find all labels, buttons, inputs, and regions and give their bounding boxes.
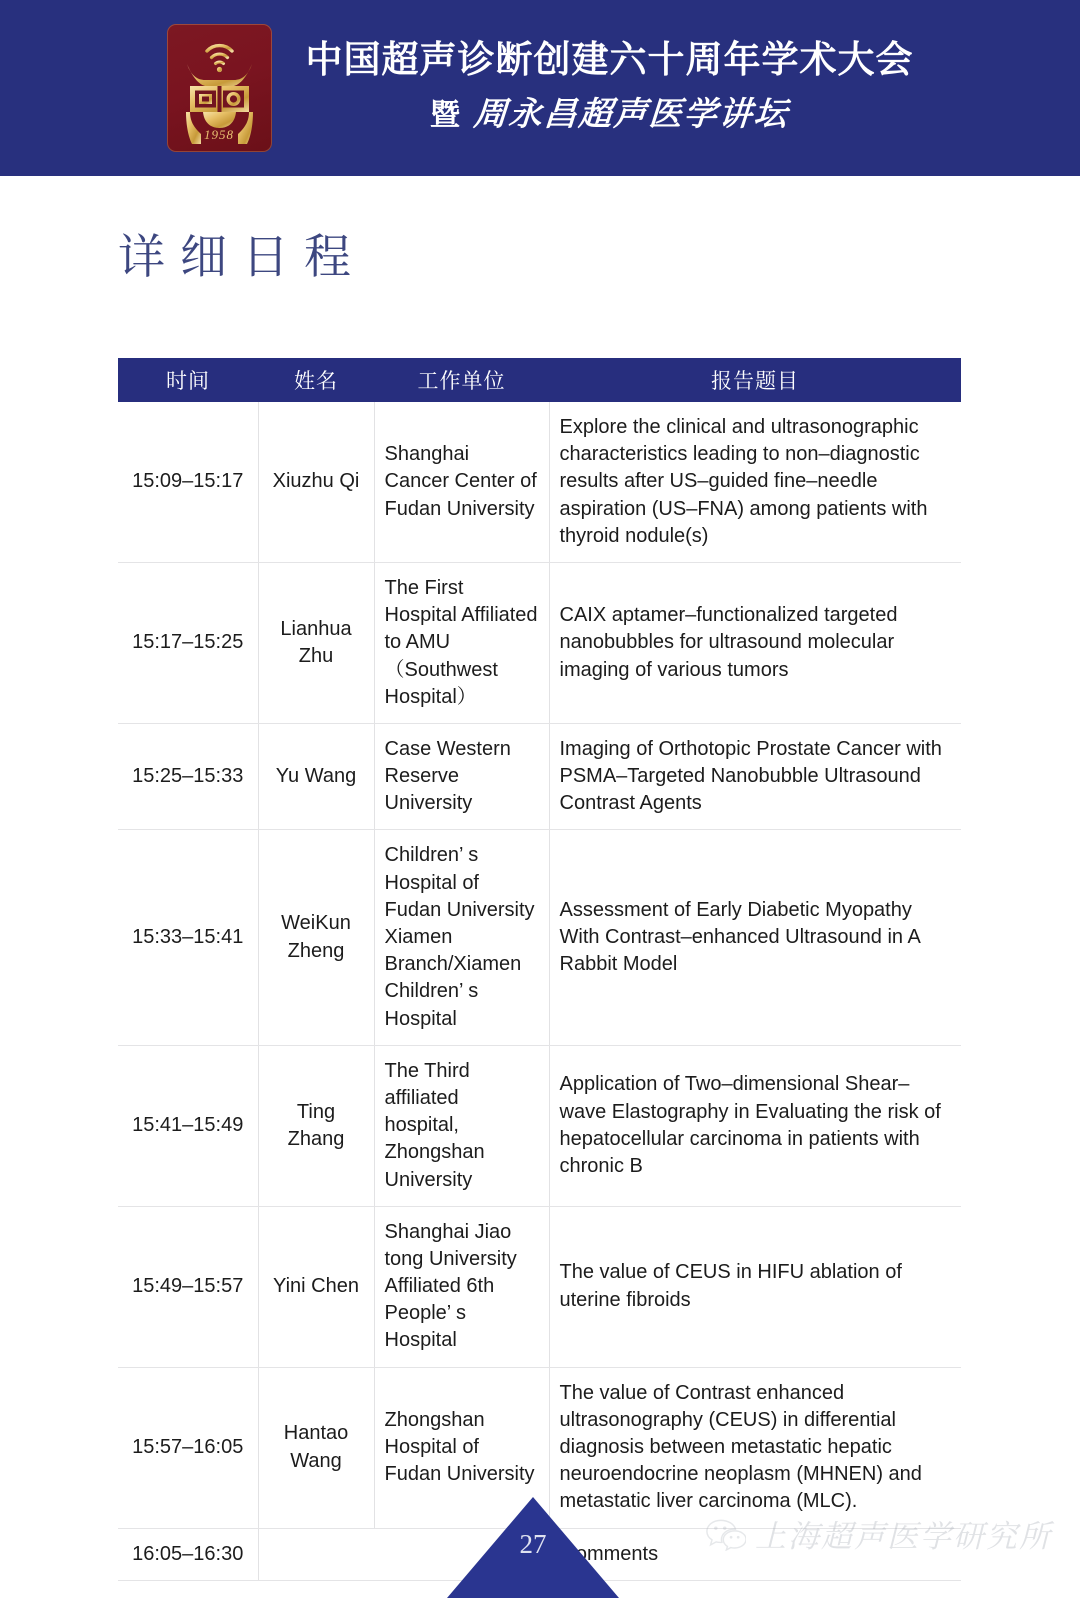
table-row: [118, 723, 961, 830]
page-title: 详细日程: [118, 230, 366, 283]
cell-time: 15:17–15:25: [118, 562, 258, 723]
cell-topic: Imaging of Orthotopic Prostate Cancer with PSMA–Targeted Nanobubble Ultrasound Contrast Agents: [549, 723, 961, 830]
cell-name: Hantao Wang: [258, 1367, 374, 1528]
cell-topic: Assessment of Early Diabetic Myopathy With Contrast–enhanced Ultrasound in A Rabbit Model: [549, 830, 961, 1045]
table-row: [118, 830, 961, 1045]
subtitle-prefix: 暨: [430, 99, 460, 133]
cell-name: Xiuzhu Qi: [258, 402, 374, 562]
cell-org: Shanghai Cancer Center of Fudan University: [374, 402, 549, 562]
table-row: [118, 1045, 961, 1206]
table-header: [118, 358, 961, 402]
cell-topic: Application of Two–dimensional Shear–wave Elastography in Evaluating the risk of hepatocellular carcinoma in patients with chronic B: [549, 1045, 961, 1206]
cell-time: 15:49–15:57: [118, 1206, 258, 1367]
cell-time: 15:57–16:05: [118, 1367, 258, 1528]
cell-org: Shanghai Jiao tong University Affiliated 6th People’ s Hospital: [374, 1206, 549, 1367]
schedule-table-container: [118, 358, 961, 1581]
table-body: [118, 402, 961, 1580]
banner-content: [167, 24, 914, 152]
schedule-table: [118, 358, 961, 1581]
cell-comments-label: Comments: [258, 1528, 961, 1580]
table-row: [118, 1206, 961, 1367]
table-header-row: [118, 358, 961, 402]
cell-time: 16:05–16:30: [118, 1528, 258, 1580]
page-footer: [0, 1466, 1080, 1598]
cell-name: Ting Zhang: [258, 1045, 374, 1206]
cell-time: 15:41–15:49: [118, 1045, 258, 1206]
cell-topic: Explore the clinical and ultrasonographic characteristics leading to non–diagnostic results after US–guided fine–needle aspiration (US–FNA) among patients with thyroid nodule(s): [549, 402, 961, 562]
column-header-org: 工作单位: [374, 358, 549, 402]
cell-topic: The value of CEUS in HIFU ablation of uterine fibroids: [549, 1206, 961, 1367]
cell-org: Zhongshan Hospital of Fudan University: [374, 1367, 549, 1528]
conference-logo: [167, 24, 272, 152]
cell-time: 15:09–15:17: [118, 402, 258, 562]
conference-banner: [0, 0, 1080, 176]
column-header-name: 姓名: [258, 358, 374, 402]
cell-topic: The value of Contrast enhanced ultrasonography (CEUS) in differential diagnosis between metastatic hepatic neuroendocrine neoplasm (MHNEN) and metastatic liver carcinoma (MLC).: [549, 1367, 961, 1528]
wechat-icon: [706, 1517, 746, 1551]
subtitle-forum-name: 周永昌超声医学讲坛: [472, 97, 791, 134]
cell-org: Case Western Reserve University: [374, 723, 549, 830]
wechat-watermark: [706, 1511, 1052, 1556]
banner-title-block: [305, 38, 914, 136]
conference-subtitle: [430, 88, 789, 135]
watermark-label: 上海超声医学研究所: [755, 1519, 1052, 1554]
conference-title: 中国超声诊断创建六十周年学术大会: [305, 38, 914, 80]
cell-org: Children’ s Hospital of Fudan University Xiamen Branch/Xiamen Children’ s Hospital: [374, 830, 549, 1045]
cell-org: The Third affiliated hospital, Zhongshan University: [374, 1045, 549, 1206]
table-row: [118, 402, 961, 562]
cell-name: Yini Chen: [258, 1206, 374, 1367]
cell-time: 15:33–15:41: [118, 830, 258, 1045]
cell-org: The First Hospital Affiliated to AMU（Southwest Hospital）: [374, 562, 549, 723]
cell-name: WeiKun Zheng: [258, 830, 374, 1045]
cell-name: Lianhua Zhu: [258, 562, 374, 723]
page-number: 27: [519, 1529, 547, 1559]
cell-topic: CAIX aptamer–functionalized targeted nanobubbles for ultrasound molecular imaging of various tumors: [549, 562, 961, 723]
logo-year-label: 1958: [204, 127, 234, 142]
column-header-time: 时间: [118, 358, 258, 402]
table-row: [118, 562, 961, 723]
cell-name: Yu Wang: [258, 723, 374, 830]
cell-time: 15:25–15:33: [118, 723, 258, 830]
column-header-topic: 报告题目: [549, 358, 961, 402]
